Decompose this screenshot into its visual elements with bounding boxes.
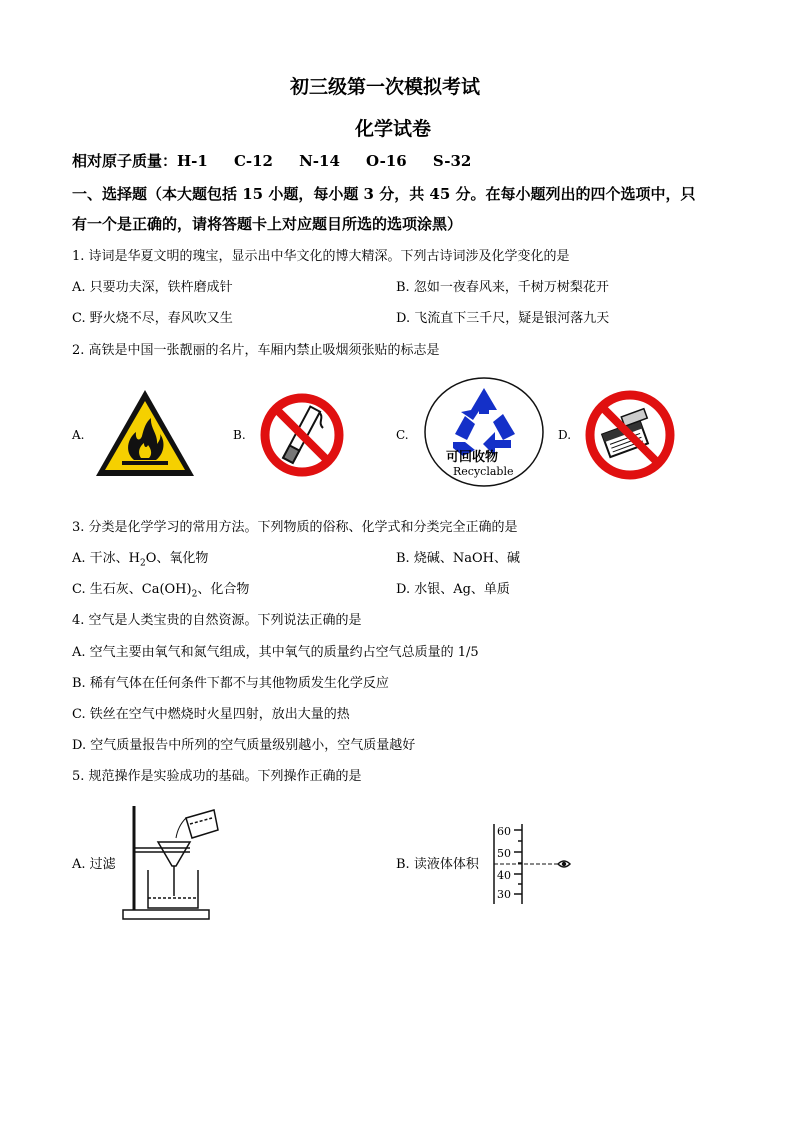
q2-label-a: A. — [72, 428, 85, 442]
scale-label-50: 50 — [497, 847, 511, 860]
section-heading-1: 一、选择题（本大题包括 15 小题，每小题 3 分，共 45 分。在每小题列出的四个选项中，只 — [72, 185, 696, 203]
no-smoking-icon — [259, 392, 345, 478]
q4-option-d: D. 空气质量报告中所列的空气质量级别越小，空气质量越好 — [72, 738, 416, 753]
recycle-label-en: Recyclable — [453, 465, 514, 478]
q1-stem: 1. 诗词是华夏文明的瑰宝，显示出中华文化的博大精深。下列古诗词涉及化学变化的是 — [72, 249, 570, 264]
q1-option-c: C. 野火烧不尽，春风吹又生 — [72, 311, 233, 326]
scale-label-60: 60 — [497, 825, 511, 838]
q4-option-c: C. 铁丝在空气中燃烧时火星四射，放出大量的热 — [72, 707, 350, 722]
no-matches-icon — [584, 389, 676, 481]
q1-option-d: D. 飞流直下三千尺，疑是银河落九天 — [396, 311, 610, 326]
section-heading-2: 有一个是正确的，请将答题卡上对应题目所选的选项涂黑） — [72, 215, 463, 233]
filtration-apparatus-icon — [120, 800, 224, 922]
q5-stem: 5. 规范操作是实验成功的基础。下列操作正确的是 — [72, 769, 362, 784]
q2-label-d: D. — [558, 428, 572, 442]
page-subtitle: 化学试卷 — [355, 118, 432, 140]
q3-option-c: C. 生石灰、$Ca(OH)_2$、化合物 — [72, 582, 250, 600]
flammable-warning-icon — [94, 388, 196, 478]
recycle-label-cn: 可回收物 — [446, 450, 499, 465]
q2-stem: 2. 高铁是中国一张靓丽的名片，车厢内禁止吸烟须张贴的标志是 — [72, 343, 440, 358]
q1-option-a: A. 只要功夫深，铁杵磨成针 — [72, 280, 233, 295]
page-title: 初三级第一次模拟考试 — [290, 76, 481, 98]
q2-label-b: B. — [233, 428, 246, 442]
q3-stem: 3. 分类是化学学习的常用方法。下列物质的俗称、化学式和分类完全正确的是 — [72, 520, 518, 535]
q5-option-a: A. 过滤 — [72, 857, 116, 872]
q2-label-c: C. — [396, 428, 409, 442]
q3-option-b: B. 烧碱、NaOH、碱 — [396, 551, 520, 566]
q4-option-b: B. 稀有气体在任何条件下都不与其他物质发生化学反应 — [72, 676, 389, 691]
scale-label-40: 40 — [497, 869, 511, 882]
q1-option-b: B. 忽如一夜春风来，千树万树梨花开 — [396, 280, 609, 295]
q3-option-a: A. 干冰、$H_2O$、氧化物 — [72, 551, 209, 569]
atomic-mass-line: 相对原子质量：H-1 C-12 N-14 O-16 S-32 — [72, 152, 472, 170]
q5-option-b: B. 读液体体积 — [396, 857, 479, 872]
q3-option-d: D. 水银、Ag、单质 — [396, 582, 510, 597]
q4-stem: 4. 空气是人类宝贵的自然资源。下列说法正确的是 — [72, 613, 362, 628]
q4-option-a: A. 空气主要由氧气和氮气组成，其中氧气的质量约占空气总质量的 1/5 — [72, 645, 479, 660]
scale-label-30: 30 — [497, 888, 511, 901]
